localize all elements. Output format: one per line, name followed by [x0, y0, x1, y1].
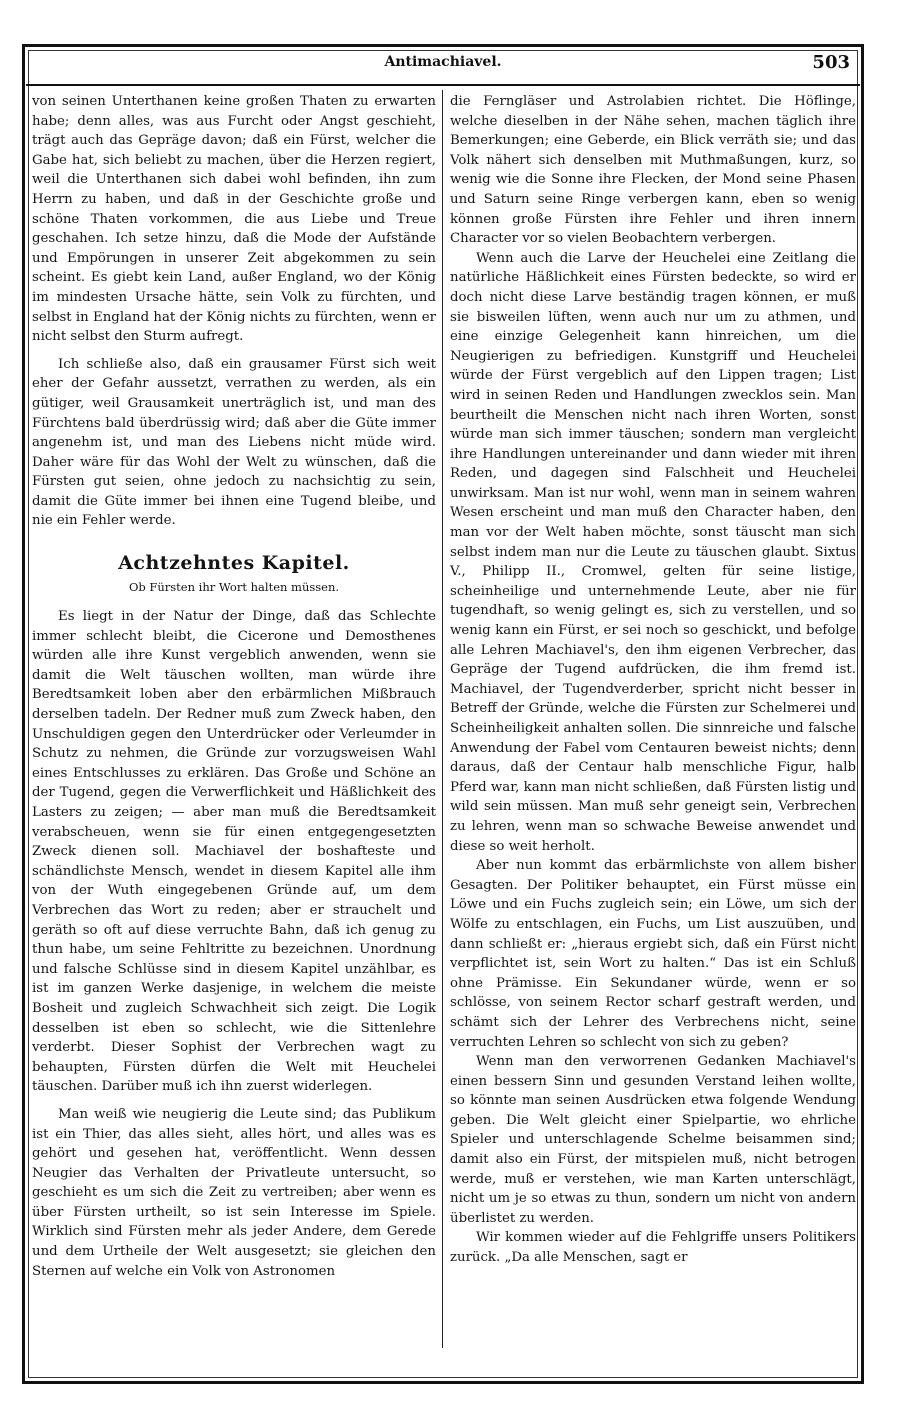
running-head [22, 54, 864, 80]
left-paragraph-1: von seinen Unterthanen keine großen Thaten zu erwarten habe; denn alles, was aus Furcht oder Angst geschieht, trägt auch das Gepräge davon; daß ein Fürst, welcher die Gabe hat, sich beliebt zu machen, über die Herzen regiert, weil die Unterthanen sich dabei wohl befinden, ihn zum Herrn zu haben, und daß in der Geschichte große und schöne Thaten vorkommen, die aus Liebe und Treue geschahen. Ich setze hinzu, daß die Mode der Aufstände und Empörungen in unserer Zeit abgekommen zu sein scheint. Es giebt kein Land, außer England, wo der König im mindesten Ursache hätte, sein Volk zu fürchten, und selbst in England hat der König nichts zu fürchten, wenn er nicht selbst den Sturm aufregt. [32, 94, 436, 345]
left-paragraph-3: Es liegt in der Natur der Dinge, daß das Schlechte immer schlecht bleibt, die Cicerone und Demosthenes würden alle ihre Kunst vergeblich anwenden, wenn sie damit die Welt täuschen wollten, man würde ihre Beredtsamkeit loben aber den erbärmlichen Mißbrauch derselben tadeln. Der Redner muß zum Zweck haben, den Unschuldigen gegen den Unterdrücker oder Verleumder in Schutz zu nehmen, die Gründe zur vorzugsweisen Wahl eines Entschlusses zu erklären. Das Große und Schöne an der Tugend, gegen die Verwerflichkeit und Häßlichkeit des Lasters zu zeigen; — aber man muß die Beredtsamkeit verabscheuen, wenn sie für einen entgegengesetzten Zweck dienen soll. Machiavel der boshafteste und schändlichste Mensch, wendet in diesem Kapitel alle ihm von der Wuth eingegebenen Gründe auf, um dem Verbrechen das Wort zu reden; aber er strauchelt und geräth so oft auf diese verruchte Bahn, daß ich genug zu thun habe, um seine Fehltritte zu bezeichnen. Unordnung und falsche Schlüsse sind in diesem Kapitel unzählbar, es ist im ganzen Werke dasjenige, in welchem die meiste Bosheit und zugleich Schwachheit sich zeigt. Die Logik desselben ist eben so schlecht, wie die Sittenlehre verderbt. Dieser Sophist der Verbrechen wagt zu behaupten, Fürsten dürfen die Welt mit Heuchelei täuschen. Darüber muß ich ihn zuerst widerlegen. [32, 609, 436, 1095]
right-paragraph-2: Wenn auch die Larve der Heuchelei eine Zeitlang die natürliche Häßlichkeit eines Fürsten bedeckte, so wird er doch nicht diese Larve beständig tragen können, er muß sie bisweilen lüften, wenn auch nur um zu athmen, und eine einzige Gelegenheit kann hinreichen, um die Neugierigen zu befriedigen. Kunstgriff und Heuchelei würde der Fürst vergeblich auf den Lippen tragen; List wird in seinen Reden und Handlungen zwecklos sein. Man beurtheilt die Menschen nicht nach ihren Worten, sonst würde man sich immer täuschen; sondern man vergleicht ihre Handlungen untereinander und dann wieder mit ihren Reden, und dagegen sind Falschheit und Heuchelei unwirksam. Man ist nur wohl, wenn man in seinem wahren Wesen erscheint und man muß den Character haben, den man vor der Welt haben möchte, sonst täuscht man sich selbst indem man nur die Leute zu täuschen glaubt. Sixtus V., Philipp II., Cromwel, gelten für seine listige, scheinheilige und unternehmende Leute, aber nie für tugendhaft, so wenig gelingt es, sich zu verstellen, und so wenig kann ein Fürst, er sei noch so geschickt, und befolge alle Lehren Machiavel's, den ihm eigenen Verbrecher, das Gepräge der Tugend aufdrücken, die ihm fremd ist. Machiavel, der Tugendverderber, spricht nicht besser in Betreff der Gründe, welche die Fürsten zur Schelmerei und Scheinheiligkeit anhalten sollen. Die sinnreiche und falsche Anwendung der Fabel vom Centauren beweist nichts; denn daraus, daß der Centaur halb menschliche Figur, halb Pferd war, kann man nicht schließen, daß Fürsten listig und wild sein müssen. Man muß sehr geneigt sein, Verbrechen zu lehren, wenn man so schwache Beweise anwendet und diese so weit herholt. [450, 250, 856, 854]
left-column [32, 92, 436, 1281]
right-column [450, 92, 856, 1268]
page-number: 503 [812, 52, 850, 73]
left-paragraph-4: Man weiß wie neugierig die Leute sind; das Publikum ist ein Thier, das alles sieht, alles hört, und alles was es gehört und gesehen hat, veröffentlicht. Wenn dessen Neugier das Verhalten der Privatleute untersucht, so geschieht es um sich die Zeit zu vertreiben; aber wenn es über Fürsten urtheilt, so ist sein Interesse im Spiele. Wirklich sind Fürsten mehr als jeder Andere, dem Gerede und dem Urtheile der Welt ausgesetzt; sie gleichen den Sternen auf welche ein Volk von Astronomen [32, 1106, 436, 1279]
right-paragraph-1: die Ferngläser und Astrolabien richtet. Die Höflinge, welche dieselben in der Nähe sehen, machen täglich ihre Bemerkungen; eine Geberde, ein Blick verräth sie; und das Volk nähert sich denselben mit Muthmaßungen, kurz, so wenig wie die Sonne ihre Flecken, der Mond seine Phasen und Saturn seine Ringe verbergen kann, eben so wenig können große Fürsten ihre Fehler und ihren innern Character vor so vielen Beobachtern verbergen. [450, 94, 856, 247]
header-rule [26, 84, 860, 86]
chapter-heading: Achtzehntes Kapitel. [118, 552, 350, 575]
left-paragraph-2: Ich schließe also, daß ein grausamer Fürst sich weit eher der Gefahr aussetzt, verrathen zu werden, als ein gütiger, weil Grausamkeit unerträglich ist, und man des Fürchtens bald überdrüssig wird; daß aber die Güte immer angenehm ist, und man des Liebens nicht müde wird. Daher wäre für das Wohl der Welt zu wünschen, daß die Fürsten gut seien, ohne jedoch zu nachsichtig zu sein, damit die Güte immer bei ihnen eine Tugend bleibe, und nie ein Fehler werde. [32, 356, 436, 529]
paragraph-gap [32, 1097, 436, 1105]
running-title: Antimachiavel. [384, 54, 502, 70]
right-paragraph-3: Aber nun kommt das erbärmlichste von allem bisher Gesagten. Der Politiker behauptet, ein Fürst müsse ein Löwe und ein Fuchs zugleich sein; ein Löwe, um sich der Wölfe zu entschlagen, ein Fuchs, um List auszuüben, und dann schließt er: „hieraus ergiebt sich, daß ein Fürst nicht verpflichtet ist, sein Wort zu halten.“ Das ist ein Schluß ohne Prämisse. Ein Sekundaner würde, wenn er so schlösse, von seinem Rector scharf gestraft werden, und schämt sich der Lehrer des Verbrechens nicht, seine verruchten Lehren so schlecht von sich zu geben? [450, 858, 856, 1050]
right-paragraph-4: Wenn man den verworrenen Gedanken Machiavel's einen bessern Sinn und gesunden Verstand leihen wollte, so könnte man seinen Ausdrücken etwa folgende Wendung geben. Die Welt gleicht einer Spielpartie, wo ehrliche Spieler und unterschlagende Schelme beisammen sind; damit also ein Fürst, der mitspielen muß, nicht betrogen werde, muß er verstehen, wie man Karten unterschlägt, nicht um je so etwas zu thun, sondern um nicht von andern überlistet zu werden. [450, 1054, 856, 1226]
right-paragraph-5: Wir kommen wieder auf die Fehlgriffe unsers Politikers zurück. „Da alle Menschen, sagt er [450, 1230, 856, 1266]
paragraph-gap [32, 347, 436, 355]
column-divider [442, 90, 443, 1348]
chapter-subtitle: Ob Fürsten ihr Wort halten müssen. [128, 580, 340, 595]
